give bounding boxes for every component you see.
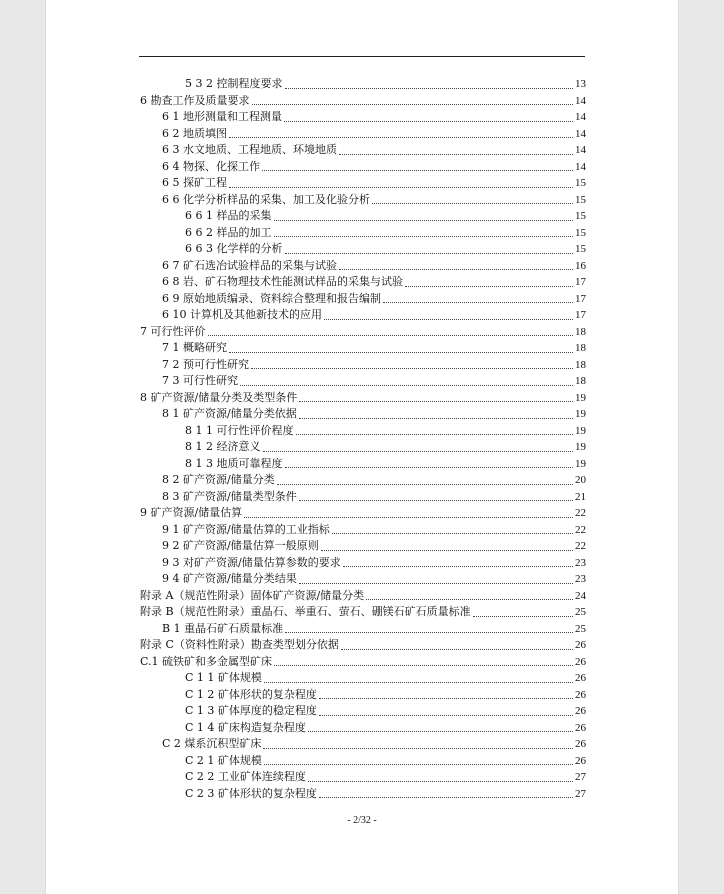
toc-leader-dots [244, 517, 573, 518]
toc-entry-title: 9 1 矿产资源/储量估算的工业指标 [162, 522, 330, 536]
toc-leader-dots [332, 533, 573, 534]
toc-entry[interactable] [140, 390, 586, 407]
toc-entry-title: C.1 硫铁矿和多金属型矿床 [140, 654, 273, 668]
toc-entry-title: 9 4 矿产资源/储量分类结果 [162, 572, 297, 586]
toc-entry-page: 22 [575, 523, 586, 536]
toc-entry[interactable] [140, 621, 586, 638]
toc-entry-title: 9 2 矿产资源/储量估算一般原则 [162, 539, 319, 553]
toc-entry[interactable] [140, 357, 586, 374]
toc-entry-title: C 1 3 矿体厚度的稳定程度 [185, 704, 317, 718]
toc-leader-dots [229, 352, 573, 353]
toc-entry-page: 20 [575, 474, 586, 487]
toc-entry-title: 6 4 物探、化探工作 [162, 159, 260, 173]
toc-entry-page: 25 [575, 622, 586, 635]
toc-leader-dots [299, 500, 573, 501]
toc-entry[interactable] [140, 753, 586, 770]
toc-entry-title: 附录 A（规范性附录）固体矿产资源/储量分类 [140, 588, 365, 602]
toc-leader-dots [383, 302, 573, 303]
toc-entry-title: 8 1 3 地质可靠程度 [185, 456, 283, 470]
toc-entry[interactable] [140, 142, 586, 159]
toc-leader-dots [366, 599, 573, 600]
toc-entry[interactable] [140, 258, 586, 275]
toc-entry-page: 19 [575, 391, 586, 404]
toc-entry[interactable] [140, 489, 586, 506]
toc-leader-dots [299, 401, 573, 402]
toc-entry-page: 15 [575, 193, 586, 206]
toc-entry-title: 6 8 岩、矿石物理技术性能测试样品的采集与试验 [162, 275, 403, 289]
toc-entry-page: 13 [575, 78, 586, 91]
toc-entry[interactable] [140, 555, 586, 572]
toc-entry-title: 附录 B（规范性附录）重晶石、举重石、萤石、硼镁石矿石质量标准 [140, 605, 471, 619]
toc-entry-page: 26 [575, 738, 586, 751]
toc-entry-title: C 2 2 工业矿体连续程度 [185, 770, 306, 784]
toc-leader-dots [308, 781, 573, 782]
toc-entry-page: 15 [575, 177, 586, 190]
toc-leader-dots [341, 649, 573, 650]
toc-entry-page: 18 [575, 342, 586, 355]
toc-entry-page: 19 [575, 441, 586, 454]
toc-entry-title: 7 1 概略研究 [162, 341, 227, 355]
toc-entry-page: 23 [575, 556, 586, 569]
toc-entry-title: 6 1 地形测量和工程测量 [162, 110, 282, 124]
toc-leader-dots [263, 748, 573, 749]
toc-entry-title: 6 6 3 化学样的分析 [185, 242, 283, 256]
toc-entry-title: 6 2 地质填图 [162, 126, 227, 140]
toc-leader-dots [251, 368, 573, 369]
toc-leader-dots [285, 467, 574, 468]
toc-entry-page: 14 [575, 160, 586, 173]
toc-entry-page: 16 [575, 259, 586, 272]
toc-entry-page: 19 [575, 457, 586, 470]
toc-entry[interactable] [140, 703, 586, 720]
toc-entry-page: 22 [575, 540, 586, 553]
toc-entry[interactable] [140, 786, 586, 803]
toc-entry[interactable] [140, 175, 586, 192]
toc-leader-dots [339, 154, 573, 155]
toc-entry-page: 18 [575, 375, 586, 388]
toc-entry-title: 6 6 2 样品的加工 [185, 225, 272, 239]
toc-entry-title: 9 3 对矿产资源/储量估算参数的要求 [162, 555, 341, 569]
toc-entry[interactable] [140, 291, 586, 308]
toc-entry-page: 25 [575, 606, 586, 619]
toc-entry-title: 附录 C（资料性附录）勘查类型划分依据 [140, 638, 339, 652]
toc-entry-page: 26 [575, 721, 586, 734]
toc-entry[interactable] [140, 423, 586, 440]
toc-entry-page: 19 [575, 408, 586, 421]
toc-entry-title: 8 3 矿产资源/储量类型条件 [162, 489, 297, 503]
toc-leader-dots [473, 616, 573, 617]
toc-leader-dots [324, 319, 573, 320]
toc-entry-title: 6 10 计算机及其他新技术的应用 [162, 308, 322, 322]
toc-leader-dots [319, 797, 573, 798]
toc-leader-dots [252, 104, 574, 105]
toc-entry[interactable] [140, 522, 586, 539]
toc-entry[interactable] [140, 307, 586, 324]
toc-entry-page: 17 [575, 292, 586, 305]
toc-entry[interactable] [140, 192, 586, 209]
toc-entry[interactable] [140, 109, 586, 126]
toc-entry[interactable] [140, 538, 586, 555]
toc-entry[interactable] [140, 654, 586, 671]
toc-entry[interactable] [140, 126, 586, 143]
toc-entry-page: 17 [575, 309, 586, 322]
toc-entry-page: 21 [575, 490, 586, 503]
toc-entry-page: 26 [575, 672, 586, 685]
toc-entry[interactable] [140, 274, 586, 291]
toc-entry-page: 15 [575, 226, 586, 239]
toc-entry-title: C 1 2 矿体形状的复杂程度 [185, 687, 317, 701]
toc-entry-title: B 1 重晶石矿石质量标准 [162, 621, 284, 635]
toc-entry[interactable] [140, 439, 586, 456]
toc-entry[interactable] [140, 324, 586, 341]
toc-entry-title: 6 6 1 样品的采集 [185, 209, 272, 223]
toc-leader-dots [299, 418, 573, 419]
toc-entry-page: 15 [575, 210, 586, 223]
toc-leader-dots [285, 632, 573, 633]
toc-entry-page: 19 [575, 424, 586, 437]
toc-entry-title: 6 3 水文地质、工程地质、环境地质 [162, 143, 337, 157]
toc-entry[interactable] [140, 505, 586, 522]
toc-entry-page: 22 [575, 507, 586, 520]
toc-entry-title: 6 勘查工作及质量要求 [140, 93, 250, 107]
toc-entry-page: 27 [575, 787, 586, 800]
toc-entry-title: C 2 1 矿体规模 [185, 753, 262, 767]
header-rule [139, 56, 585, 57]
toc-entry[interactable] [140, 571, 586, 588]
toc-leader-dots [343, 566, 573, 567]
toc-leader-dots [321, 550, 573, 551]
toc-leader-dots [405, 286, 573, 287]
toc-entry-page: 24 [575, 589, 586, 602]
toc-leader-dots [299, 583, 573, 584]
toc-entry-title: 8 1 1 可行性评价程度 [185, 423, 294, 437]
toc-leader-dots [274, 220, 574, 221]
toc-entry[interactable] [140, 604, 586, 621]
toc-entry-page: 17 [575, 276, 586, 289]
toc-entry-title: C 1 4 矿床构造复杂程度 [185, 720, 306, 734]
toc-entry[interactable] [140, 340, 586, 357]
toc-leader-dots [319, 698, 573, 699]
toc-leader-dots [339, 269, 573, 270]
toc-leader-dots [208, 335, 574, 336]
toc-entry-page: 15 [575, 243, 586, 256]
toc-entry-page: 18 [575, 358, 586, 371]
toc-leader-dots [308, 731, 573, 732]
toc-entry-title: 8 1 2 经济意义 [185, 440, 261, 454]
toc-entry-title: C 1 1 矿体规模 [185, 671, 262, 685]
toc-entry-title: 9 矿产资源/储量估算 [140, 506, 243, 520]
toc-entry[interactable] [140, 406, 586, 423]
toc-leader-dots [262, 170, 573, 171]
toc-entry-title: 8 2 矿产资源/储量分类 [162, 473, 275, 487]
toc-entry[interactable] [140, 687, 586, 704]
toc-entry-page: 23 [575, 573, 586, 586]
toc-leader-dots [319, 715, 573, 716]
toc-entry-title: C 2 3 矿体形状的复杂程度 [185, 786, 317, 800]
toc-entry[interactable] [140, 76, 586, 93]
toc-entry-title: 7 可行性评价 [140, 324, 206, 338]
toc-entry-title: 6 5 探矿工程 [162, 176, 227, 190]
toc-entry[interactable] [140, 736, 586, 753]
toc-entry[interactable] [140, 373, 586, 390]
toc-entry-title: 6 7 矿石选冶试验样品的采集与试验 [162, 258, 337, 272]
toc-leader-dots [296, 434, 574, 435]
toc-entry-title: 6 9 原始地质编录、资料综合整理和报告编制 [162, 291, 381, 305]
toc-entry-page: 26 [575, 754, 586, 767]
toc-entry[interactable] [140, 472, 586, 489]
toc-entry[interactable] [140, 159, 586, 176]
toc-entry-title: 5 3 2 控制程度要求 [185, 77, 283, 91]
toc-entry-page: 14 [575, 111, 586, 124]
toc-entry[interactable] [140, 456, 586, 473]
toc-entry-page: 26 [575, 688, 586, 701]
toc-entry-title: 7 2 预可行性研究 [162, 357, 249, 371]
toc-entry[interactable] [140, 241, 586, 258]
toc-entry[interactable] [140, 637, 586, 654]
toc-entry-page: 14 [575, 127, 586, 140]
toc-entry-title: C 2 煤系沉积型矿床 [162, 737, 262, 751]
toc-entry-page: 27 [575, 771, 586, 784]
toc-entry[interactable] [140, 588, 586, 605]
page-number: - 2/32 - [347, 815, 377, 826]
toc-leader-dots [274, 665, 573, 666]
toc-entry-title: 7 3 可行性研究 [162, 374, 238, 388]
toc-entry[interactable] [140, 225, 586, 242]
toc-leader-dots [274, 236, 574, 237]
toc-leader-dots [372, 203, 573, 204]
toc-entry-page: 26 [575, 655, 586, 668]
toc-leader-dots [229, 137, 573, 138]
toc-entry[interactable] [140, 720, 586, 737]
toc-entry-title: 8 矿产资源/储量分类及类型条件 [140, 390, 298, 404]
toc-entry[interactable] [140, 769, 586, 786]
toc-leader-dots [285, 253, 574, 254]
toc-leader-dots [264, 764, 573, 765]
toc-leader-dots [263, 451, 574, 452]
toc-entry[interactable] [140, 208, 586, 225]
toc-leader-dots [285, 88, 574, 89]
toc-entry[interactable] [140, 93, 586, 110]
toc-leader-dots [277, 484, 573, 485]
toc-entry-page: 14 [575, 144, 586, 157]
toc-entry-page: 26 [575, 639, 586, 652]
table-of-contents [140, 76, 586, 802]
toc-leader-dots [264, 682, 573, 683]
toc-entry-page: 18 [575, 325, 586, 338]
toc-leader-dots [240, 385, 573, 386]
toc-leader-dots [284, 121, 573, 122]
toc-entry-title: 8 1 矿产资源/储量分类依据 [162, 407, 297, 421]
toc-entry[interactable] [140, 670, 586, 687]
toc-leader-dots [229, 187, 573, 188]
toc-entry-title: 6 6 化学分析样品的采集、加工及化验分析 [162, 192, 370, 206]
toc-entry-page: 14 [575, 94, 586, 107]
toc-entry-page: 26 [575, 705, 586, 718]
